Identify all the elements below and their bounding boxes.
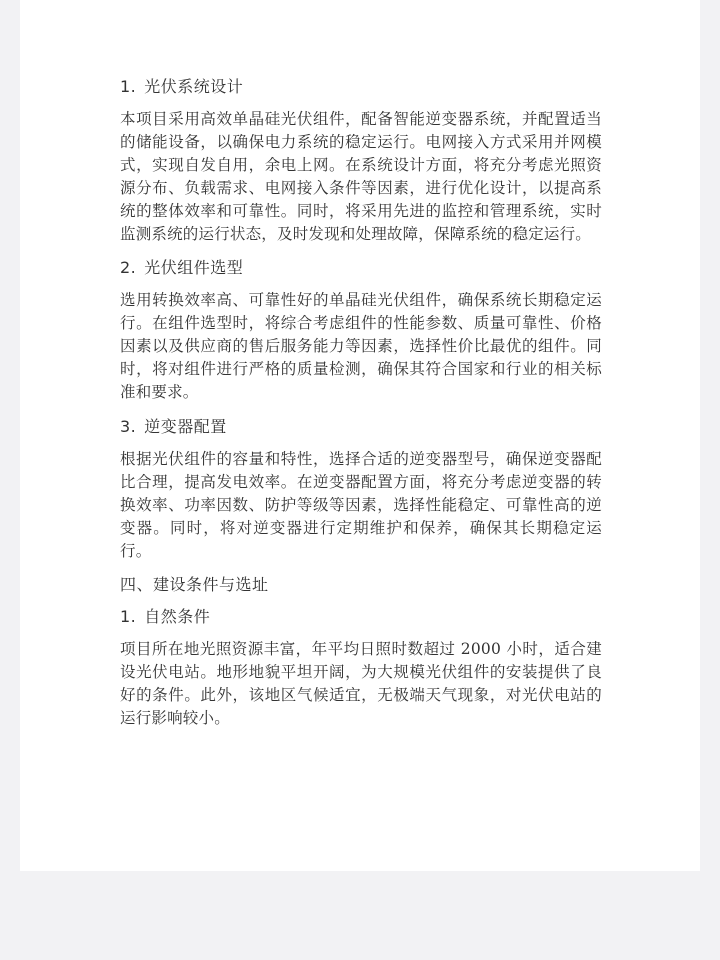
chapter-heading: 四、建设条件与选址: [120, 575, 269, 594]
section-title: 自然条件: [144, 607, 211, 626]
section-number: 3.: [120, 417, 137, 436]
section-number: 2.: [120, 258, 137, 277]
section-title: 光伏系统设计: [144, 77, 244, 96]
section-heading-pv-system-design: [120, 76, 602, 98]
section-paragraph-pv-system-design: 本项目采用高效单晶硅光伏组件，配备智能逆变器系统，并配置适当的储能设备，以确保电力系统的稳定运行。电网接入方式采用并网模式，实现自发自用，余电上网。在系统设计方面，将充分考虑光照资源分布、负载需求、电网接入条件等因素，进行优化设计，以提高系统的整体效率和可靠性。同时，将采用先进的监控和管理系统，实时监测系统的运行状态，及时发现和处理故障，保障系统的稳定运行。: [120, 110, 602, 243]
section-paragraph-pv-module-selection: 选用转换效率高、可靠性好的单晶硅光伏组件，确保系统长期稳定运行。在组件选型时，将综合考虑组件的性能参数、质量可靠性、价格因素以及供应商的售后服务能力等因素，选择性价比最优的组件。同时，将对组件进行严格的质量检测，确保其符合国家和行业的相关标准和要求。: [120, 291, 602, 401]
section-heading-inverter-configuration: [120, 416, 602, 438]
section-heading-pv-module-selection: [120, 257, 602, 279]
section-paragraph-natural-conditions: 项目所在地光照资源丰富，年平均日照时数超过 2000 小时，适合建设光伏电站。地形地貌平坦开阔，为大规模光伏组件的安装提供了良好的条件。此外，该地区气候适宜，无极端天气现象，对光伏电站的运行影响较小。: [120, 640, 602, 727]
section-title: 逆变器配置: [144, 417, 227, 436]
section-number: 1.: [120, 77, 137, 96]
section-title: 光伏组件选型: [144, 258, 244, 277]
section-paragraph-inverter-configuration: 根据光伏组件的容量和特性，选择合适的逆变器型号，确保逆变器配比合理，提高发电效率。在逆变器配置方面，将充分考虑逆变器的转换效率、功率因数、防护等级等因素，选择性能稳定、可靠性高的逆变器。同时，将对逆变器进行定期维护和保养，确保其长期稳定运行。: [120, 450, 602, 560]
section-heading-natural-conditions: [120, 606, 602, 628]
section-number: 1.: [120, 607, 137, 626]
document-page: [20, 0, 700, 871]
document-content: [120, 76, 602, 741]
